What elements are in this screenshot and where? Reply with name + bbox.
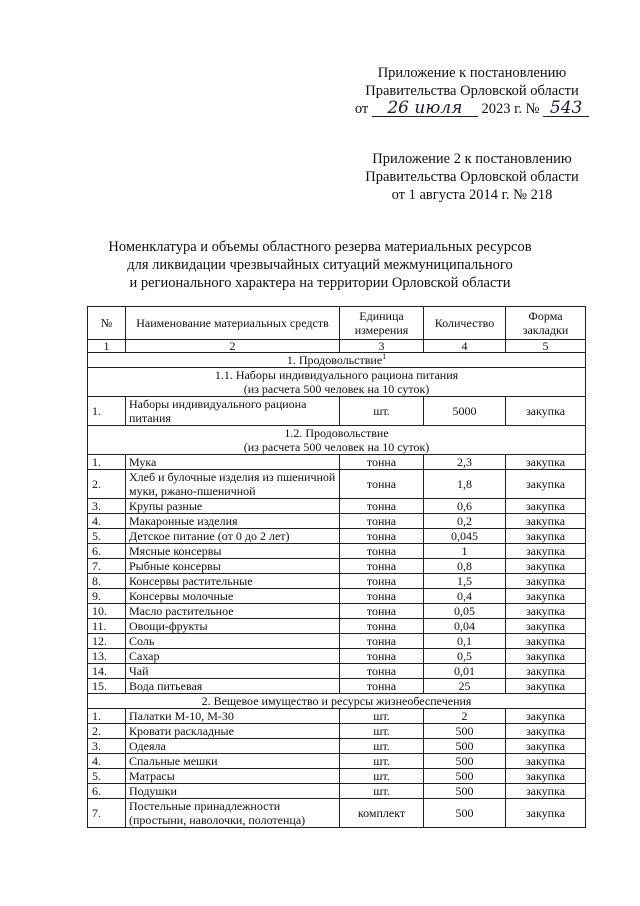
item-quantity: 5000 (424, 397, 506, 426)
item-unit: тонна (340, 679, 424, 694)
subsection-1-1-line-2: (из расчета 500 человек на 10 суток) (243, 382, 430, 396)
item-unit: шт. (340, 397, 424, 426)
from-word: от (354, 101, 369, 117)
item-quantity: 500 (424, 724, 506, 739)
table-row (88, 799, 586, 828)
item-unit: шт. (340, 709, 424, 724)
row-number: 6. (88, 544, 126, 559)
item-form: закупка (506, 679, 586, 694)
handwritten-date: 26 июля (372, 100, 478, 117)
subsection-1-1-line-1: 1.1. Наборы индивидуального рациона питания (214, 368, 459, 382)
table-row (88, 589, 586, 604)
table-row (88, 455, 586, 470)
appendix-line-1: Приложение к постановлению (377, 65, 567, 81)
table-row (88, 634, 586, 649)
item-form: закупка (506, 499, 586, 514)
item-name: Чай (126, 664, 340, 679)
item-name: Вода питьевая (126, 679, 340, 694)
item-name: Матрасы (126, 769, 340, 784)
item-quantity: 0,04 (424, 619, 506, 634)
item-unit: шт. (340, 769, 424, 784)
item-name: Мясные консервы (126, 544, 340, 559)
subsection-1-1-title (88, 368, 586, 397)
header-quantity: Количество (424, 307, 506, 340)
item-name: Палатки М-10, М-30 (126, 709, 340, 724)
table-row (88, 784, 586, 799)
appendix2-line-3: от 1 августа 2014 г. № 218 (391, 187, 553, 203)
index-cell: 1 (88, 340, 126, 353)
header-name: Наименование материальных средств (126, 307, 340, 340)
item-unit: тонна (340, 634, 424, 649)
table-row (88, 754, 586, 769)
item-quantity: 25 (424, 679, 506, 694)
item-form: закупка (506, 589, 586, 604)
table-row (88, 470, 586, 499)
item-unit: тонна (340, 589, 424, 604)
item-unit: шт. (340, 724, 424, 739)
item-unit: тонна (340, 664, 424, 679)
item-unit: комплект (340, 799, 424, 828)
item-name: Спальные мешки (126, 754, 340, 769)
appendix2-line-2: Правительства Орловской области (365, 169, 579, 185)
item-name: Наборы индивидуального рациона питания (126, 397, 340, 426)
item-form: закупка (506, 724, 586, 739)
item-quantity: 0,2 (424, 514, 506, 529)
item-name: Соль (126, 634, 340, 649)
item-quantity: 2,3 (424, 455, 506, 470)
item-quantity: 0,05 (424, 604, 506, 619)
index-cell: 5 (506, 340, 586, 353)
item-unit: тонна (340, 604, 424, 619)
section-row (88, 353, 586, 368)
row-number: 8. (88, 574, 126, 589)
item-unit: тонна (340, 619, 424, 634)
item-quantity: 0,01 (424, 664, 506, 679)
header-number: № (88, 307, 126, 340)
table-row (88, 574, 586, 589)
item-unit: тонна (340, 499, 424, 514)
table-row (88, 709, 586, 724)
item-unit: тонна (340, 470, 424, 499)
row-number: 2. (88, 724, 126, 739)
item-unit: тонна (340, 649, 424, 664)
row-number: 5. (88, 769, 126, 784)
row-number: 11. (88, 619, 126, 634)
section-1-label: 1. Продовольствие (286, 353, 383, 367)
appendix-date-line (352, 100, 592, 118)
item-quantity: 1,5 (424, 574, 506, 589)
item-quantity: 500 (424, 739, 506, 754)
row-number: 1. (88, 397, 126, 426)
row-number: 3. (88, 499, 126, 514)
year-number-label: 2023 г. № (481, 101, 540, 117)
item-unit: тонна (340, 559, 424, 574)
item-form: закупка (506, 634, 586, 649)
appendix-header (352, 64, 592, 118)
item-quantity: 0,1 (424, 634, 506, 649)
row-number: 3. (88, 739, 126, 754)
item-form: закупка (506, 799, 586, 828)
appendix-line-2: Правительства Орловской области (365, 83, 579, 99)
item-name: Подушки (126, 784, 340, 799)
index-cell: 2 (126, 340, 340, 353)
row-number: 4. (88, 514, 126, 529)
table-row (88, 679, 586, 694)
item-unit: тонна (340, 514, 424, 529)
item-quantity: 0,4 (424, 589, 506, 604)
item-name: Масло растительное (126, 604, 340, 619)
table-row (88, 619, 586, 634)
item-quantity: 1,8 (424, 470, 506, 499)
row-number: 12. (88, 634, 126, 649)
item-quantity: 500 (424, 754, 506, 769)
subsection-1-2-line-2: (из расчета 500 человек на 10 суток) (243, 440, 430, 454)
row-number: 7. (88, 559, 126, 574)
item-name: Овощи-фрукты (126, 619, 340, 634)
row-number: 13. (88, 649, 126, 664)
table-row (88, 649, 586, 664)
title-line-2: для ликвидации чрезвычайных ситуаций межмуниципального (127, 257, 513, 273)
document-title (60, 238, 580, 292)
table-row (88, 544, 586, 559)
table-row (88, 724, 586, 739)
item-quantity: 0,8 (424, 559, 506, 574)
row-number: 7. (88, 799, 126, 828)
row-number: 14. (88, 664, 126, 679)
item-name: Мука (126, 455, 340, 470)
item-unit: шт. (340, 754, 424, 769)
item-quantity: 0,045 (424, 529, 506, 544)
row-number: 15. (88, 679, 126, 694)
item-unit: шт. (340, 739, 424, 754)
row-number: 1. (88, 709, 126, 724)
item-form: закупка (506, 769, 586, 784)
section-1-title (88, 353, 586, 368)
index-cell: 3 (340, 340, 424, 353)
appendix2-line-1: Приложение 2 к постановлению (372, 151, 572, 167)
item-quantity: 0,6 (424, 499, 506, 514)
table-row (88, 499, 586, 514)
section-row (88, 694, 586, 709)
header-unit: Единица измерения (340, 307, 424, 340)
table-row (88, 514, 586, 529)
item-name: Кровати раскладные (126, 724, 340, 739)
subsection-row (88, 426, 586, 455)
item-form: закупка (506, 574, 586, 589)
item-form: закупка (506, 784, 586, 799)
item-name: Хлеб и булочные изделия из пшеничной муки, ржано-пшеничной (126, 470, 340, 499)
item-name: Крупы разные (126, 499, 340, 514)
item-form: закупка (506, 544, 586, 559)
item-quantity: 2 (424, 709, 506, 724)
item-name: Консервы растительные (126, 574, 340, 589)
table-row (88, 559, 586, 574)
item-form: закупка (506, 619, 586, 634)
item-quantity: 500 (424, 769, 506, 784)
item-name: Консервы молочные (126, 589, 340, 604)
item-form: закупка (506, 754, 586, 769)
table-row (88, 769, 586, 784)
item-name: Одеяла (126, 739, 340, 754)
column-index-row (88, 340, 586, 353)
resources-table (87, 306, 586, 828)
item-unit: тонна (340, 574, 424, 589)
section-2-title: 2. Вещевое имущество и ресурсы жизнеобеспечения (88, 694, 586, 709)
table-row (88, 397, 586, 426)
row-number: 5. (88, 529, 126, 544)
item-quantity: 1 (424, 544, 506, 559)
handwritten-number: 543 (543, 100, 589, 117)
row-number: 10. (88, 604, 126, 619)
subsection-1-2-line-1: 1.2. Продовольствие (284, 426, 389, 440)
subsection-1-2-title (88, 426, 586, 455)
item-form: закупка (506, 397, 586, 426)
item-form: закупка (506, 739, 586, 754)
item-name: Сахар (126, 649, 340, 664)
header-form: Форма закладки (506, 307, 586, 340)
table-row (88, 739, 586, 754)
item-name: Макаронные изделия (126, 514, 340, 529)
item-form: закупка (506, 455, 586, 470)
item-form: закупка (506, 470, 586, 499)
table-header-row (88, 307, 586, 340)
item-form: закупка (506, 604, 586, 619)
row-number: 6. (88, 784, 126, 799)
table-row (88, 604, 586, 619)
item-form: закупка (506, 649, 586, 664)
footnote-marker: 1 (382, 352, 387, 361)
row-number: 2. (88, 470, 126, 499)
title-line-1: Номенклатура и объемы областного резерва материальных ресурсов (108, 239, 532, 255)
row-number: 1. (88, 455, 126, 470)
item-form: закупка (506, 559, 586, 574)
item-unit: тонна (340, 455, 424, 470)
item-quantity: 0,5 (424, 649, 506, 664)
title-line-3: и регионального характера на территории Орловской области (129, 275, 511, 291)
subsection-row (88, 368, 586, 397)
index-cell: 4 (424, 340, 506, 353)
item-form: закупка (506, 709, 586, 724)
item-name: Постельные принадлежности (простыни, наволочки, полотенца) (126, 799, 340, 828)
item-unit: тонна (340, 529, 424, 544)
table-body (88, 340, 586, 828)
table-row (88, 529, 586, 544)
item-form: закупка (506, 664, 586, 679)
item-unit: шт. (340, 784, 424, 799)
item-form: закупка (506, 514, 586, 529)
item-form: закупка (506, 529, 586, 544)
item-name: Детское питание (от 0 до 2 лет) (126, 529, 340, 544)
row-number: 4. (88, 754, 126, 769)
item-quantity: 500 (424, 799, 506, 828)
row-number: 9. (88, 589, 126, 604)
item-name: Рыбные консервы (126, 559, 340, 574)
item-quantity: 500 (424, 784, 506, 799)
item-unit: тонна (340, 544, 424, 559)
appendix2-header (352, 150, 592, 204)
table-row (88, 664, 586, 679)
